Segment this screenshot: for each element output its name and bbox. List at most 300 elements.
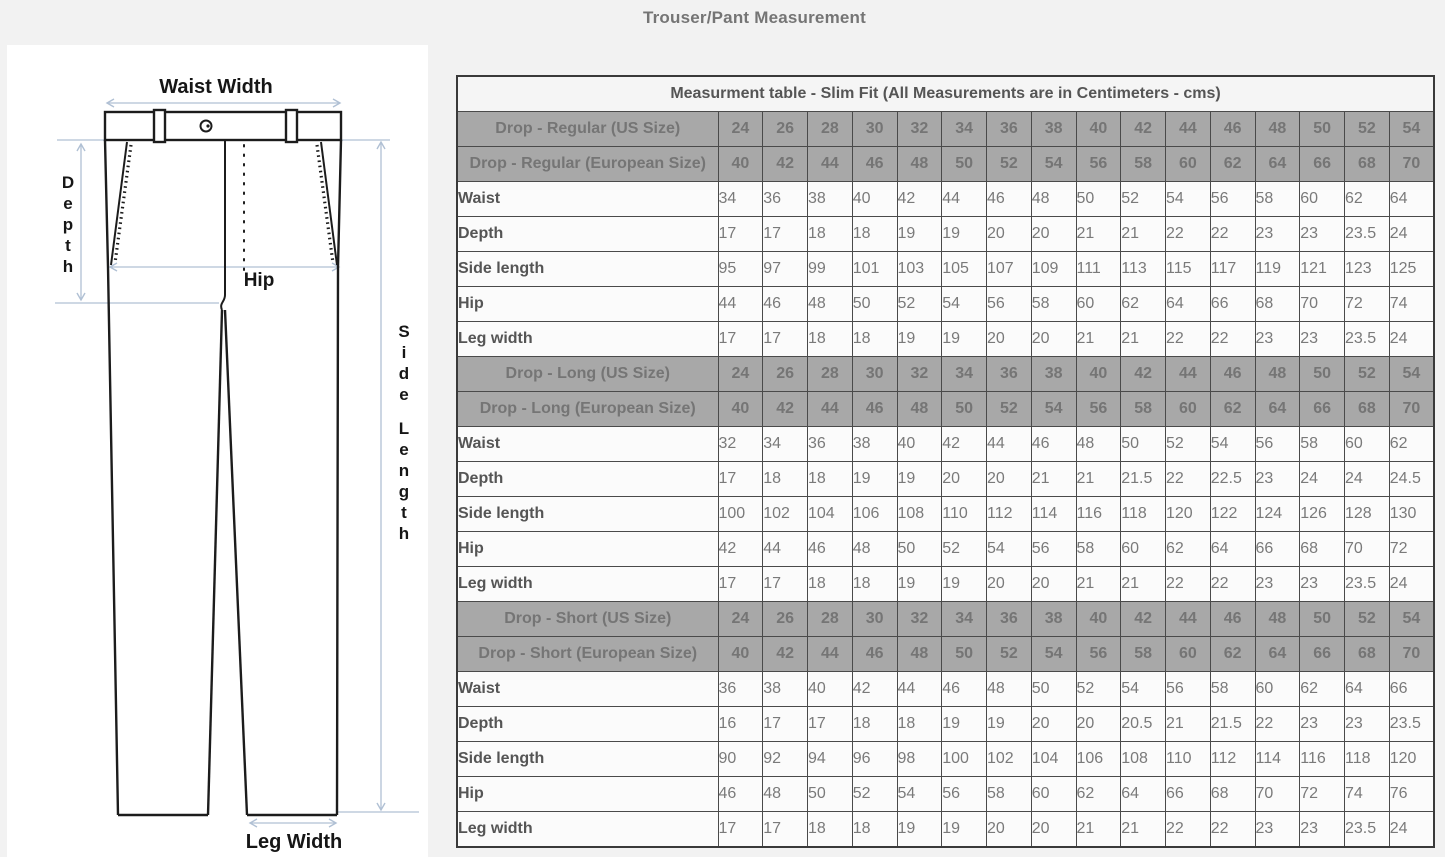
measurement-value-cell: 19: [942, 217, 987, 252]
measurement-value-cell: 21: [1031, 462, 1076, 497]
measurement-value-cell: 19: [897, 217, 942, 252]
measurement-value-cell: 56: [1210, 182, 1255, 217]
measurement-value-cell: 114: [1255, 742, 1300, 777]
measurement-value-cell: 60: [1031, 777, 1076, 812]
size-header-cell: 28: [808, 357, 853, 392]
measurement-value-cell: 17: [763, 567, 808, 602]
measurement-value-cell: 95: [718, 252, 763, 287]
measurement-value-cell: 58: [1255, 182, 1300, 217]
measurement-label: Hip: [457, 287, 718, 322]
measurement-value-cell: 62: [1300, 672, 1345, 707]
measurement-value-cell: 22: [1166, 812, 1211, 848]
measurement-value-cell: 40: [852, 182, 897, 217]
size-header-cell: 34: [942, 602, 987, 637]
size-header-cell: 26: [763, 112, 808, 147]
measurement-value-cell: 92: [763, 742, 808, 777]
measurement-value-cell: 20: [1031, 707, 1076, 742]
measurement-value-cell: 21.5: [1210, 707, 1255, 742]
measurement-row: [457, 812, 1434, 848]
measurement-label: Leg width: [457, 322, 718, 357]
measurement-row: [457, 742, 1434, 777]
measurement-value-cell: 24.5: [1389, 462, 1434, 497]
size-header-cell: 52: [987, 392, 1032, 427]
measurement-row: [457, 287, 1434, 322]
measurement-value-cell: 18: [808, 322, 853, 357]
side-length-label: S i d e L e n g t h: [398, 322, 410, 543]
measurement-value-cell: 112: [987, 497, 1032, 532]
measurement-value-cell: 36: [763, 182, 808, 217]
size-header-cell: 42: [763, 637, 808, 672]
measurement-value-cell: 74: [1389, 287, 1434, 322]
measurement-value-cell: 52: [1121, 182, 1166, 217]
size-header-cell: 40: [718, 392, 763, 427]
measurement-value-cell: 70: [1300, 287, 1345, 322]
size-header-cell: 38: [1031, 357, 1076, 392]
measurement-value-cell: 17: [718, 567, 763, 602]
size-header-cell: 28: [808, 112, 853, 147]
size-header-cell: 24: [718, 602, 763, 637]
measurement-value-cell: 109: [1031, 252, 1076, 287]
measurement-value-cell: 21.5: [1121, 462, 1166, 497]
measurement-value-cell: 108: [1121, 742, 1166, 777]
measurement-value-cell: 21: [1076, 567, 1121, 602]
measurement-label: Hip: [457, 777, 718, 812]
measurement-value-cell: 21: [1121, 812, 1166, 848]
measurement-value-cell: 20: [1076, 707, 1121, 742]
measurement-value-cell: 17: [718, 812, 763, 848]
size-header-cell: 46: [852, 147, 897, 182]
measurement-value-cell: 44: [942, 182, 987, 217]
measurement-value-cell: 20: [1031, 812, 1076, 848]
measurement-value-cell: 23: [1255, 217, 1300, 252]
measurement-value-cell: 62: [1166, 532, 1211, 567]
measurement-label: Waist: [457, 427, 718, 462]
measurement-value-cell: 66: [1255, 532, 1300, 567]
size-header-cell: 46: [852, 392, 897, 427]
measurement-value-cell: 46: [942, 672, 987, 707]
measurement-value-cell: 22: [1210, 812, 1255, 848]
waistband: [105, 112, 341, 140]
measurement-value-cell: 116: [1300, 742, 1345, 777]
size-header-cell: 52: [1345, 357, 1390, 392]
measurement-value-cell: 20: [987, 567, 1032, 602]
table-title-row: [457, 76, 1434, 112]
measurement-value-cell: 120: [1389, 742, 1434, 777]
measurement-value-cell: 17: [718, 462, 763, 497]
measurement-value-cell: 21: [1121, 567, 1166, 602]
measurement-value-cell: 17: [763, 217, 808, 252]
size-header-cell: 64: [1255, 392, 1300, 427]
size-header-cell: 56: [1076, 147, 1121, 182]
measurement-label: Side length: [457, 497, 718, 532]
measurement-value-cell: 18: [852, 707, 897, 742]
measurement-value-cell: 117: [1210, 252, 1255, 287]
belt-loop-right: [286, 110, 297, 142]
measurement-value-cell: 54: [987, 532, 1032, 567]
size-header-cell: 34: [942, 112, 987, 147]
measurement-value-cell: 18: [808, 217, 853, 252]
measurement-value-cell: 18: [852, 812, 897, 848]
measurement-value-cell: 24: [1300, 462, 1345, 497]
measurement-value-cell: 18: [852, 322, 897, 357]
table-title: Measurment table - Slim Fit (All Measurements are in Centimeters - cms): [457, 76, 1434, 112]
measurement-value-cell: 64: [1166, 287, 1211, 322]
measurement-value-cell: 24: [1389, 217, 1434, 252]
measurement-value-cell: 21: [1076, 217, 1121, 252]
measurement-value-cell: 50: [852, 287, 897, 322]
size-header-cell: 32: [897, 602, 942, 637]
measurement-value-cell: 42: [897, 182, 942, 217]
measurement-value-cell: 52: [942, 532, 987, 567]
measurement-value-cell: 23: [1300, 707, 1345, 742]
measurement-value-cell: 56: [1255, 427, 1300, 462]
measurement-value-cell: 21: [1076, 322, 1121, 357]
measurement-value-cell: 22: [1210, 217, 1255, 252]
measurement-value-cell: 98: [897, 742, 942, 777]
measurement-label: Side length: [457, 252, 718, 287]
size-header-cell: 36: [987, 112, 1032, 147]
measurement-value-cell: 100: [942, 742, 987, 777]
measurement-value-cell: 54: [1121, 672, 1166, 707]
size-header-cell: 60: [1166, 637, 1211, 672]
drop-header-label: Drop - Long (US Size): [457, 357, 718, 392]
measurement-value-cell: 24: [1389, 567, 1434, 602]
measurement-value-cell: 112: [1210, 742, 1255, 777]
measurement-value-cell: 21: [1076, 812, 1121, 848]
size-header-cell: 60: [1166, 147, 1211, 182]
measurement-value-cell: 23: [1255, 812, 1300, 848]
measurement-value-cell: 20: [987, 462, 1032, 497]
size-header-cell: 48: [897, 637, 942, 672]
measurement-value-cell: 62: [1121, 287, 1166, 322]
measurement-value-cell: 130: [1389, 497, 1434, 532]
measurement-value-cell: 34: [763, 427, 808, 462]
size-header-cell: 42: [1121, 357, 1166, 392]
measurement-value-cell: 119: [1255, 252, 1300, 287]
measurement-value-cell: 70: [1345, 532, 1390, 567]
measurement-label: Depth: [457, 462, 718, 497]
measurement-row: [457, 462, 1434, 497]
measurement-label: Leg width: [457, 567, 718, 602]
measurement-value-cell: 110: [1166, 742, 1211, 777]
size-header-cell: 58: [1121, 147, 1166, 182]
size-header-cell: 46: [852, 637, 897, 672]
drop-header-label: Drop - Short (European Size): [457, 637, 718, 672]
size-header-cell: 50: [942, 147, 987, 182]
measurement-value-cell: 60: [1300, 182, 1345, 217]
size-header-cell: 48: [1255, 357, 1300, 392]
measurement-value-cell: 114: [1031, 497, 1076, 532]
measurement-value-cell: 60: [1076, 287, 1121, 322]
hip-label: Hip: [243, 270, 275, 291]
measurement-value-cell: 19: [897, 812, 942, 848]
measurement-value-cell: 70: [1255, 777, 1300, 812]
measurement-value-cell: 90: [718, 742, 763, 777]
measurement-label: Waist: [457, 182, 718, 217]
size-header-cell: 32: [897, 357, 942, 392]
measurement-value-cell: 50: [897, 532, 942, 567]
size-header-cell: 46: [1210, 357, 1255, 392]
measurement-value-cell: 21: [1121, 217, 1166, 252]
measurement-value-cell: 128: [1345, 497, 1390, 532]
drop-header-label: Drop - Regular (US Size): [457, 112, 718, 147]
measurement-table-wrap: [456, 75, 1435, 848]
measurement-value-cell: 22: [1210, 322, 1255, 357]
size-header-cell: 44: [1166, 602, 1211, 637]
size-header-cell: 64: [1255, 637, 1300, 672]
measurement-value-cell: 99: [808, 252, 853, 287]
trouser-diagram: [7, 45, 428, 857]
measurement-value-cell: 19: [852, 462, 897, 497]
measurement-label: Hip: [457, 532, 718, 567]
measurement-value-cell: 23: [1345, 707, 1390, 742]
measurement-value-cell: 46: [1031, 427, 1076, 462]
measurement-value-cell: 16: [718, 707, 763, 742]
measurement-value-cell: 74: [1345, 777, 1390, 812]
measurement-value-cell: 21: [1166, 707, 1211, 742]
measurement-value-cell: 40: [897, 427, 942, 462]
measurement-value-cell: 20: [987, 322, 1032, 357]
measurement-value-cell: 48: [987, 672, 1032, 707]
measurement-value-cell: 17: [718, 322, 763, 357]
measurement-value-cell: 56: [987, 287, 1032, 322]
measurement-value-cell: 17: [763, 322, 808, 357]
measurement-value-cell: 23.5: [1389, 707, 1434, 742]
measurement-value-cell: 48: [852, 532, 897, 567]
dimension-lines: [55, 103, 419, 823]
size-header-cell: 50: [1300, 112, 1345, 147]
size-header-cell: 66: [1300, 637, 1345, 672]
size-header-cell: 44: [808, 147, 853, 182]
measurement-label: Depth: [457, 217, 718, 252]
size-header-cell: 54: [1031, 392, 1076, 427]
size-header-cell: 56: [1076, 392, 1121, 427]
measurement-value-cell: 62: [1389, 427, 1434, 462]
measurement-value-cell: 19: [942, 322, 987, 357]
measurement-value-cell: 50: [808, 777, 853, 812]
measurement-value-cell: 19: [942, 567, 987, 602]
size-header-cell: 42: [763, 147, 808, 182]
measurement-value-cell: 22: [1166, 322, 1211, 357]
measurement-value-cell: 121: [1300, 252, 1345, 287]
measurement-value-cell: 20: [1031, 322, 1076, 357]
measurement-row: [457, 567, 1434, 602]
measurement-value-cell: 34: [718, 182, 763, 217]
size-header-cell: 38: [1031, 112, 1076, 147]
measurement-value-cell: 19: [987, 707, 1032, 742]
trouser-outline: [105, 110, 341, 815]
size-header-cell: 54: [1389, 357, 1434, 392]
measurement-value-cell: 20.5: [1121, 707, 1166, 742]
measurement-value-cell: 108: [897, 497, 942, 532]
measurement-value-cell: 17: [808, 707, 853, 742]
measurement-value-cell: 19: [897, 322, 942, 357]
size-header-cell: 62: [1210, 147, 1255, 182]
size-header-row: [457, 357, 1434, 392]
measurement-value-cell: 64: [1389, 182, 1434, 217]
measurement-value-cell: 21: [1121, 322, 1166, 357]
measurement-value-cell: 18: [808, 567, 853, 602]
size-header-cell: 36: [987, 357, 1032, 392]
measurement-value-cell: 72: [1345, 287, 1390, 322]
size-header-cell: 40: [1076, 357, 1121, 392]
measurement-label: Depth: [457, 707, 718, 742]
measurement-value-cell: 111: [1076, 252, 1121, 287]
measurement-value-cell: 107: [987, 252, 1032, 287]
measurement-value-cell: 44: [718, 287, 763, 322]
size-header-cell: 38: [1031, 602, 1076, 637]
measurement-value-cell: 104: [808, 497, 853, 532]
measurement-value-cell: 60: [1255, 672, 1300, 707]
measurement-value-cell: 40: [808, 672, 853, 707]
measurement-value-cell: 54: [1166, 182, 1211, 217]
size-header-cell: 42: [1121, 112, 1166, 147]
size-header-cell: 26: [763, 357, 808, 392]
drop-header-label: Drop - Long (European Size): [457, 392, 718, 427]
size-header-cell: 68: [1345, 392, 1390, 427]
measurement-value-cell: 50: [1121, 427, 1166, 462]
size-header-cell: 50: [942, 637, 987, 672]
measurement-value-cell: 22: [1166, 567, 1211, 602]
measurement-value-cell: 42: [718, 532, 763, 567]
measurement-value-cell: 18: [897, 707, 942, 742]
size-header-cell: 36: [987, 602, 1032, 637]
size-header-cell: 24: [718, 357, 763, 392]
measurement-value-cell: 116: [1076, 497, 1121, 532]
size-header-cell: 68: [1345, 637, 1390, 672]
size-header-cell: 54: [1031, 147, 1076, 182]
measurement-value-cell: 18: [763, 462, 808, 497]
measurement-value-cell: 118: [1345, 742, 1390, 777]
measurement-value-cell: 94: [808, 742, 853, 777]
measurement-value-cell: 101: [852, 252, 897, 287]
size-header-cell: 46: [1210, 602, 1255, 637]
measurement-value-cell: 38: [852, 427, 897, 462]
measurement-value-cell: 76: [1389, 777, 1434, 812]
size-header-cell: 52: [1345, 112, 1390, 147]
measurement-value-cell: 60: [1345, 427, 1390, 462]
measurement-value-cell: 23: [1255, 567, 1300, 602]
measurement-value-cell: 68: [1210, 777, 1255, 812]
size-header-cell: 66: [1300, 392, 1345, 427]
measurement-row: [457, 672, 1434, 707]
measurement-value-cell: 72: [1300, 777, 1345, 812]
measurement-value-cell: 52: [1076, 672, 1121, 707]
size-header-cell: 44: [808, 392, 853, 427]
measurement-value-cell: 124: [1255, 497, 1300, 532]
measurement-value-cell: 48: [763, 777, 808, 812]
size-header-cell: 30: [852, 112, 897, 147]
measurement-value-cell: 58: [987, 777, 1032, 812]
size-header-cell: 52: [1345, 602, 1390, 637]
size-header-cell: 50: [1300, 357, 1345, 392]
measurement-value-cell: 110: [942, 497, 987, 532]
measurement-value-cell: 58: [1031, 287, 1076, 322]
measurement-value-cell: 23.5: [1345, 812, 1390, 848]
measurement-value-cell: 56: [1166, 672, 1211, 707]
measurement-value-cell: 23: [1300, 322, 1345, 357]
size-header-cell: 44: [1166, 112, 1211, 147]
measurement-row: [457, 497, 1434, 532]
trouser-diagram-card: [7, 45, 428, 857]
measurement-value-cell: 54: [1210, 427, 1255, 462]
measurement-value-cell: 62: [1076, 777, 1121, 812]
measurement-value-cell: 38: [808, 182, 853, 217]
measurement-value-cell: 32: [718, 427, 763, 462]
measurement-value-cell: 22.5: [1210, 462, 1255, 497]
measurement-value-cell: 54: [942, 287, 987, 322]
measurement-value-cell: 36: [718, 672, 763, 707]
measurement-value-cell: 23.5: [1345, 217, 1390, 252]
measurement-value-cell: 62: [1345, 182, 1390, 217]
measurement-value-cell: 18: [808, 462, 853, 497]
measurement-value-cell: 66: [1389, 672, 1434, 707]
measurement-value-cell: 58: [1300, 427, 1345, 462]
measurement-value-cell: 42: [852, 672, 897, 707]
size-header-cell: 70: [1389, 392, 1434, 427]
size-header-cell: 70: [1389, 147, 1434, 182]
measurement-value-cell: 96: [852, 742, 897, 777]
measurement-value-cell: 123: [1345, 252, 1390, 287]
measurement-value-cell: 52: [897, 287, 942, 322]
measurement-value-cell: 22: [1255, 707, 1300, 742]
measurement-value-cell: 58: [1076, 532, 1121, 567]
measurement-value-cell: 106: [852, 497, 897, 532]
measurement-value-cell: 126: [1300, 497, 1345, 532]
measurement-value-cell: 36: [808, 427, 853, 462]
measurement-value-cell: 54: [897, 777, 942, 812]
size-header-cell: 52: [987, 147, 1032, 182]
size-header-cell: 44: [808, 637, 853, 672]
measurement-value-cell: 19: [897, 462, 942, 497]
measurement-value-cell: 21: [1076, 462, 1121, 497]
measurement-value-cell: 44: [897, 672, 942, 707]
measurement-value-cell: 17: [763, 707, 808, 742]
size-header-cell: 66: [1300, 147, 1345, 182]
measurement-value-cell: 23: [1255, 462, 1300, 497]
measurement-value-cell: 66: [1210, 287, 1255, 322]
size-header-cell: 42: [763, 392, 808, 427]
measurement-value-cell: 19: [942, 707, 987, 742]
size-header-cell: 40: [718, 147, 763, 182]
measurement-value-cell: 102: [987, 742, 1032, 777]
measurement-value-cell: 58: [1210, 672, 1255, 707]
measurement-value-cell: 22: [1166, 462, 1211, 497]
measurement-value-cell: 44: [987, 427, 1032, 462]
measurement-row: [457, 322, 1434, 357]
measurement-label: Side length: [457, 742, 718, 777]
size-header-cell: 46: [1210, 112, 1255, 147]
leg-width-label: Leg Width: [245, 831, 343, 853]
measurement-value-cell: 52: [1166, 427, 1211, 462]
size-header-cell: 48: [1255, 112, 1300, 147]
measurement-row: [457, 532, 1434, 567]
measurement-value-cell: 20: [942, 462, 987, 497]
measurement-value-cell: 50: [1076, 182, 1121, 217]
measurement-value-cell: 104: [1031, 742, 1076, 777]
measurement-value-cell: 18: [808, 812, 853, 848]
size-header-cell: 50: [942, 392, 987, 427]
measurement-value-cell: 20: [987, 217, 1032, 252]
belt-loop-left: [154, 110, 165, 142]
measurement-value-cell: 18: [852, 567, 897, 602]
measurement-value-cell: 19: [942, 812, 987, 848]
measurement-value-cell: 19: [897, 567, 942, 602]
measurement-row: [457, 252, 1434, 287]
size-header-row: [457, 637, 1434, 672]
measurement-value-cell: 64: [1210, 532, 1255, 567]
size-header-cell: 40: [718, 637, 763, 672]
